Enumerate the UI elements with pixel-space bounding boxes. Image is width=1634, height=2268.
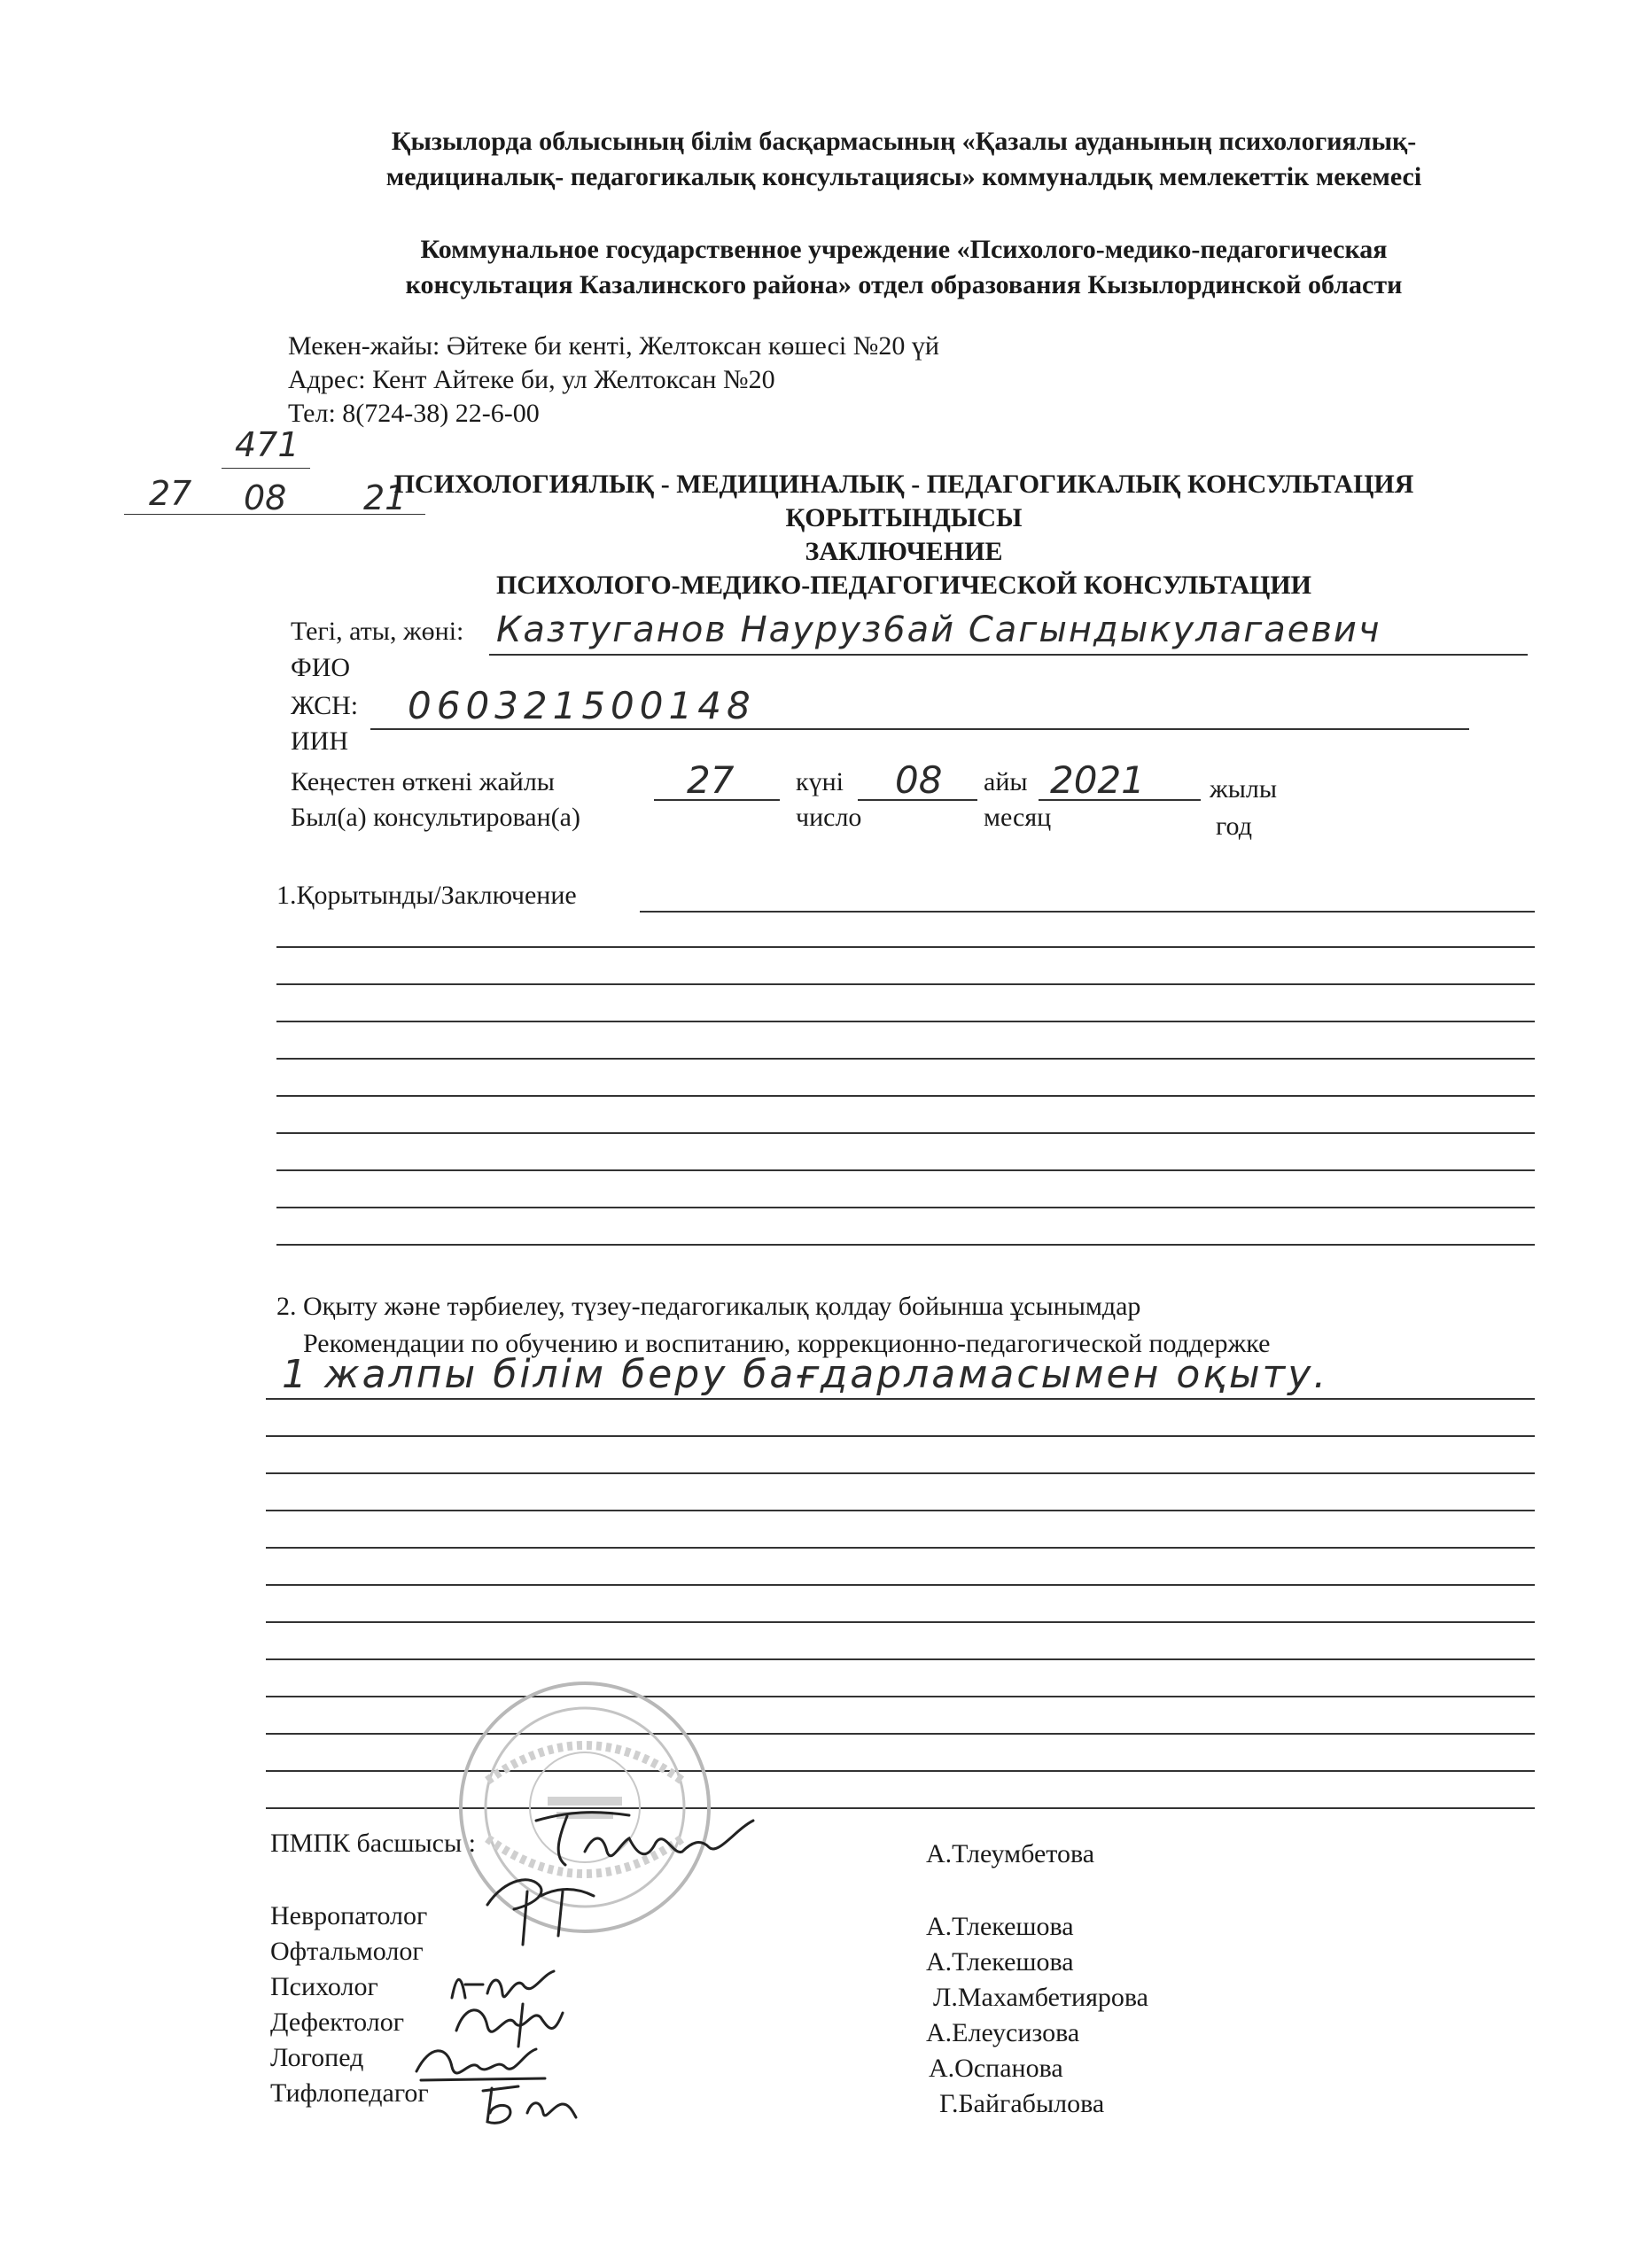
section2-blank-line — [266, 1547, 1535, 1549]
section1-first-underline — [640, 911, 1535, 913]
day-label-ru: число — [796, 803, 862, 832]
org-name-kz — [266, 124, 1542, 195]
title-ru-line1: ЗАКЛЮЧЕНИЕ — [805, 537, 1003, 566]
org-name-kz-line1: Қызылорда облысының білім басқармасының «Қазалы ауданының психологиялық- — [391, 127, 1417, 156]
document-title — [266, 468, 1542, 602]
title-kz-line1: ПСИХОЛОГИЯЛЫҚ - МЕДИЦИНАЛЫҚ - ПЕДАГОГИКАЛЫҚ КОНСУЛЬТАЦИЯ — [393, 470, 1414, 499]
head-name: А.Тлеумбетова — [926, 1839, 1095, 1868]
year-label-kz: жылы — [1210, 774, 1278, 804]
section1-blank-line — [276, 1095, 1535, 1097]
specialist-role: Дефектолог — [270, 2008, 405, 2037]
section2-blank-line — [266, 1658, 1535, 1660]
section1-blank-line — [276, 1244, 1535, 1246]
specialist-name: А.Елеусизова — [926, 2018, 1080, 2047]
title-ru-line2: ПСИХОЛОГО-МЕДИКО-ПЕДАГОГИЧЕСКОЙ КОНСУЛЬТАЦИИ — [495, 571, 1312, 600]
title-kz-line2: ҚОРЫТЫНДЫСЫ — [785, 503, 1023, 532]
registration-month: 08 — [244, 478, 287, 517]
address-kz: Мекен-жайы: Әйтеке би кенті, Желтоксан көшесі №20 үй — [288, 331, 939, 361]
year-label-ru: год — [1216, 812, 1252, 841]
section1-blank-line — [276, 946, 1535, 948]
specialist-name: А.Тлекешова — [926, 1947, 1074, 1977]
registration-day: 27 — [149, 474, 192, 513]
iin-label-ru: ИИН — [291, 726, 348, 756]
section1-blank-line — [276, 1058, 1535, 1060]
specialist-name: А.Оспанова — [929, 2054, 1063, 2083]
section2-label-kz: 2. Оқыту және тәрбиелеу, түзеу-педагогикалық қолдау бойынша ұсынымдар — [276, 1292, 1141, 1321]
day-value: 27 — [687, 758, 735, 802]
year-value: 2021 — [1050, 758, 1145, 802]
neuropathologist-signature — [479, 1869, 611, 1949]
specialist-role: Тифлопедагог — [270, 2078, 429, 2108]
date-label-kz: Кеңестен өткені жайлы — [291, 767, 555, 796]
specialist-role: Логопед — [270, 2043, 364, 2072]
section1-blank-line — [276, 1169, 1535, 1171]
day-label-kz: күні — [796, 767, 844, 796]
section1-blank-line — [276, 983, 1535, 985]
specialist-name: Г.Байгабылова — [939, 2089, 1105, 2118]
registration-number: 471 — [235, 425, 300, 464]
iin-label-kz: ЖСН: — [291, 691, 359, 720]
specialist-name: Л.Махамбетиярова — [933, 1983, 1148, 2012]
org-name-ru-line1: Коммунальное государственное учреждение «Психолого-медико-педагогическая — [420, 235, 1388, 264]
address-block — [288, 330, 939, 431]
section2-blank-line — [266, 1472, 1535, 1474]
day-underline — [654, 799, 780, 801]
month-underline — [858, 799, 977, 801]
section2-label-ru: Рекомендации по обучению и воспитанию, коррекционно-педагогической поддержке — [303, 1329, 1271, 1358]
specialist-role: Офтальмолог — [270, 1937, 424, 1966]
address-ru: Адрес: Кент Айтеке би, ул Желтоксан №20 — [288, 365, 775, 394]
iin-value: 060321500148 — [408, 684, 756, 727]
specialist-role: Психолог — [270, 1972, 378, 2001]
month-value: 08 — [895, 758, 943, 802]
specialist-name: А.Тлекешова — [926, 1912, 1074, 1941]
date-label-ru: Был(а) консультирован(а) — [291, 803, 580, 832]
registration-year: 21 — [363, 478, 407, 517]
section2-blank-line — [266, 1584, 1535, 1586]
section1-label: 1.Қорытынды/Заключение — [276, 881, 577, 910]
org-name-ru-line2: консультация Казалинского района» отдел образования Кызылординской области — [405, 270, 1403, 299]
name-value: Казтуганов Науруз6ай Сагындыкулагаевич — [496, 610, 1381, 650]
specialist-role: Невропатолог — [270, 1901, 428, 1930]
name-label-ru: ФИО — [291, 653, 351, 682]
section2-value: 1 жалпы білім беру бағдарламасымен оқыту. — [282, 1352, 1329, 1397]
section2-blank-line — [266, 1510, 1535, 1511]
section2-blank-line — [266, 1435, 1535, 1437]
org-name-kz-line2: медициналық- педагогикалық консультациясы» коммуналдық мемлекеттік мекемесі — [385, 162, 1422, 191]
org-name-ru — [266, 232, 1542, 303]
section2-blank-line — [266, 1621, 1535, 1623]
month-label-ru: месяц — [984, 803, 1052, 832]
name-label-kz: Тегі, аты, жөні: — [291, 617, 464, 646]
head-signature — [532, 1803, 762, 1874]
head-label: ПМПК басшысы : — [270, 1829, 476, 1858]
section1-blank-line — [276, 1132, 1535, 1134]
iin-underline — [370, 728, 1469, 730]
month-label-kz: айы — [984, 767, 1028, 796]
section1-blank-line — [276, 1207, 1535, 1208]
year-underline — [1039, 799, 1201, 801]
phone: Тел: 8(724-38) 22-6-00 — [288, 399, 540, 428]
section2-blank-line — [266, 1398, 1535, 1400]
name-underline — [489, 654, 1528, 656]
typhlopedagogue-signature — [474, 2078, 580, 2131]
section1-blank-line — [276, 1021, 1535, 1022]
